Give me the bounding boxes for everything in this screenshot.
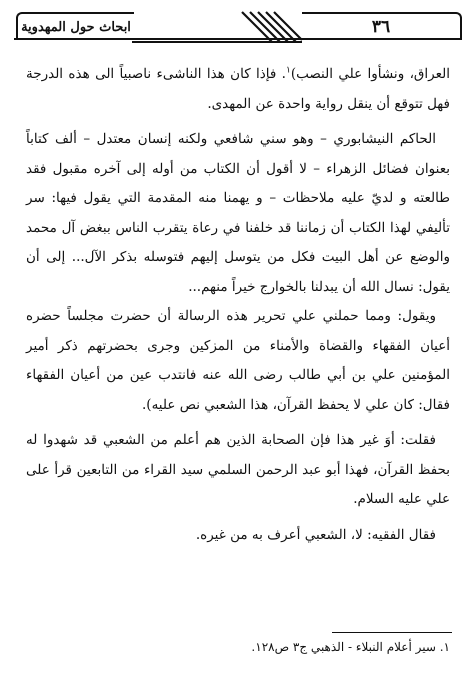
paragraph-5: فقال الفقيه: لا، الشعبي أعرف به من غيره. bbox=[195, 526, 436, 543]
book-title: ابحاث حول المهدوية bbox=[16, 12, 134, 40]
header-rule bbox=[14, 38, 460, 40]
paragraph-text: العراق، ونشأوا علي النصب) bbox=[290, 66, 450, 82]
paragraph-4: فقلت: أوَ غير هذا فإن الصحابة الذين هم أعلم من الشعبي قد شهدوا له بحفظ القرآن، فهذا أبو عبد الرحمن السلمي سيد القراء من التابعين قرأ على علي عليه السلام. bbox=[26, 432, 450, 507]
paragraph-text-continued: . فإذا كان هذا الناشىء ناصبياً الى هذه الدرجة فهل تتوقع أن ينقل رواية واحدة عن المهدى. bbox=[26, 66, 450, 112]
page-body bbox=[26, 60, 450, 550]
footnote-separator bbox=[332, 632, 452, 633]
footnote-reference: ١ bbox=[285, 65, 291, 76]
paragraph-3: ويقول: ومما حملني علي تحرير هذه الرسالة أن حضرت مجلساً حضره أعيان الفقهاء والقضاة والأمناء من المزكين وجرى بحضرتهم ذكر أمير المؤمنين علي بن أبي طالب رضى الله عنه فانتدب عين من أعيان الفقهاء فقال: كان علي لا يحفظ القرآن، هذا الشعبي نص عليه). bbox=[26, 308, 450, 413]
paragraph-1 bbox=[26, 60, 450, 119]
paragraph-2: الحاكم النيشابوري – وهو سني شافعي ولكنه إنسان معتدل – ألف كتاباً بعنوان فضائل الزهراء – لا أقول أن الكتاب من أوله إلى آخره مقبول فقد طالعته و لديّ عليه ملاحظات – و يهمنا منه المقدمة التي يقول فيها: سر تأليفي لهذا الكتاب أن زماننا قد خلفنا في رعاة يتقرب الناس ببغض آل محمد والوضع عن أهل البيت فكل من يتوسل إليهم فتوسله بذكر الآل... إلى أن يقول: نسال الله أن يبدلنا بالخوارج خيراً منهم... bbox=[26, 131, 450, 295]
footnote: ١. سير أعلام النبلاء - الذهبي ج٣ ص١٢٨. bbox=[251, 640, 450, 654]
page-number: ٣٦ bbox=[302, 12, 462, 40]
running-header bbox=[14, 6, 460, 42]
